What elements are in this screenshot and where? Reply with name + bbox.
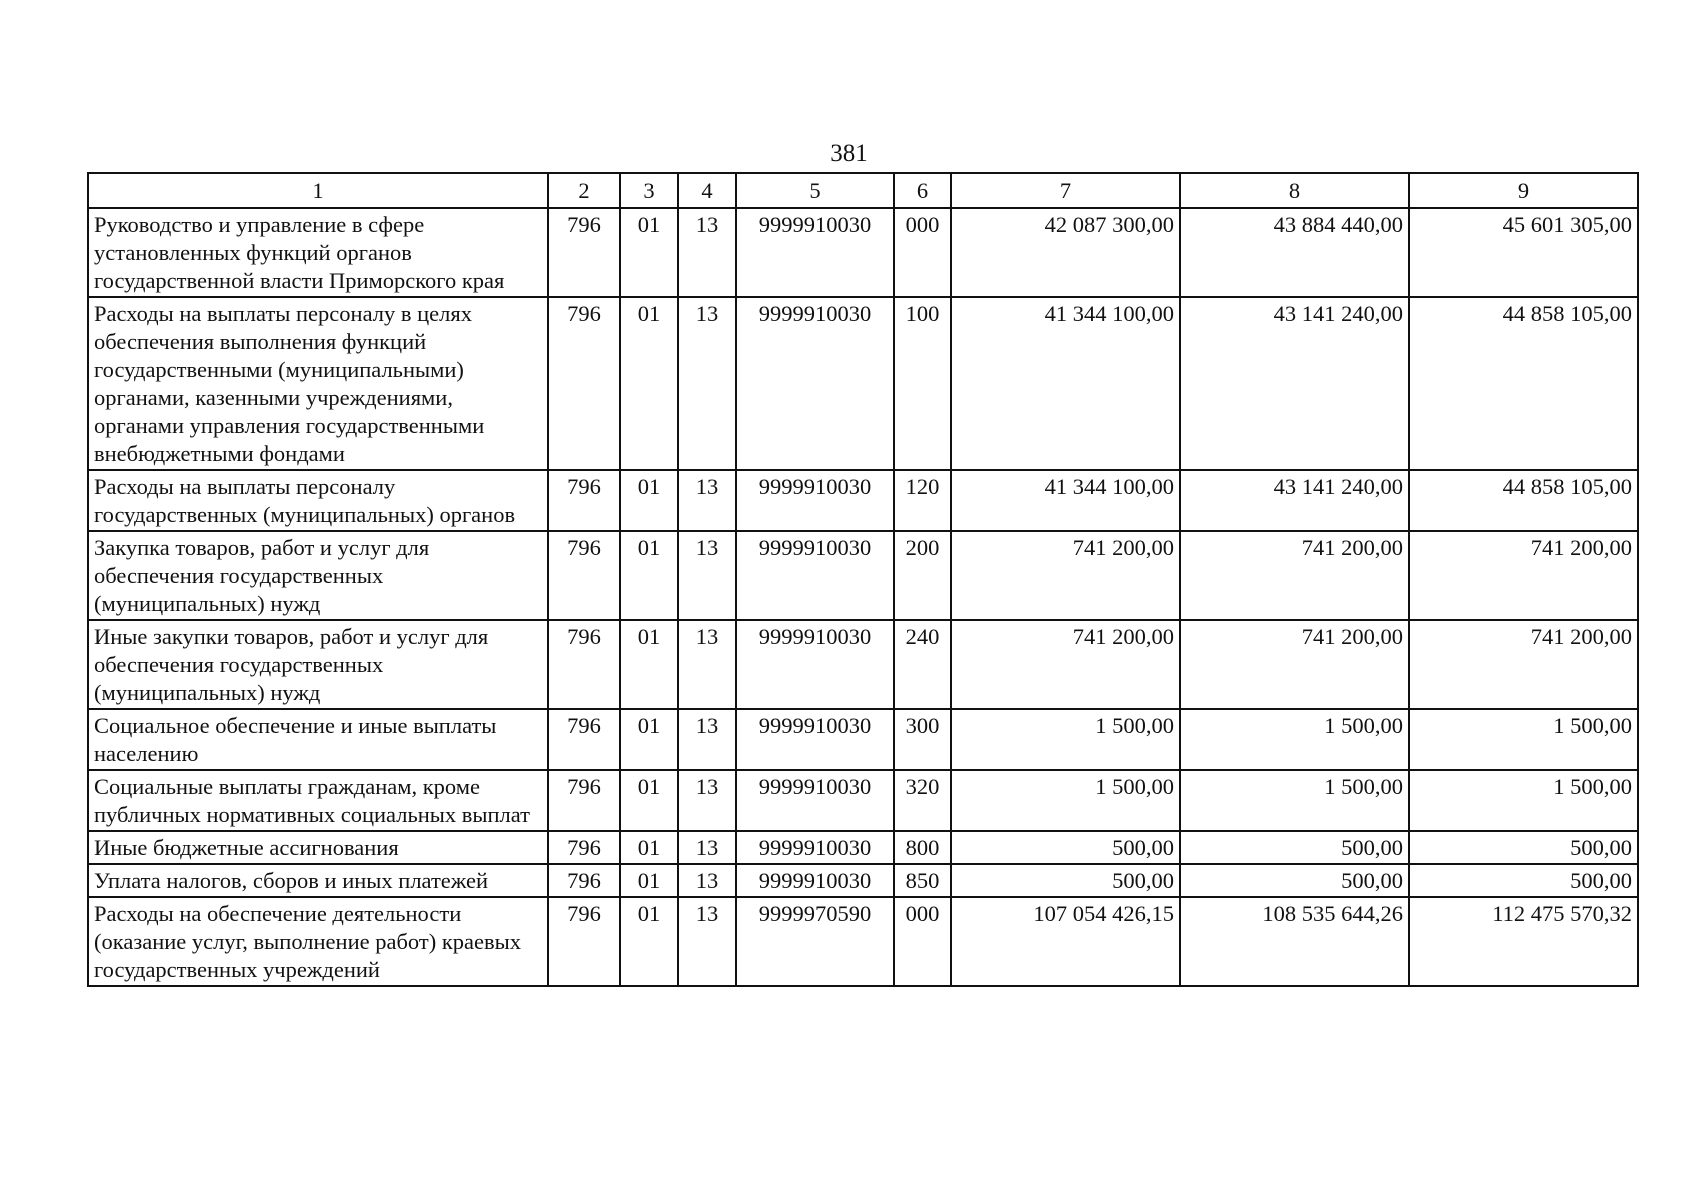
subsection-code-cell: 13 <box>678 620 736 709</box>
target-item-code-cell: 9999970590 <box>736 897 894 986</box>
amount-col-8-cell: 500,00 <box>1180 864 1409 897</box>
header-col-2: 2 <box>548 173 620 208</box>
row-name-cell: Руководство и управление в сфере установленных функций органов государственной власти Приморского края <box>88 208 548 297</box>
page-number: 381 <box>830 140 868 167</box>
target-item-code-cell: 9999910030 <box>736 470 894 531</box>
amount-col-8-cell: 741 200,00 <box>1180 620 1409 709</box>
expense-type-code-cell: 300 <box>894 709 951 770</box>
subsection-code-cell: 13 <box>678 297 736 470</box>
amount-col-9-cell: 741 200,00 <box>1409 620 1638 709</box>
amount-col-7-cell: 107 054 426,15 <box>951 897 1180 986</box>
table-row <box>88 208 1638 297</box>
expense-type-code-cell: 120 <box>894 470 951 531</box>
subsection-code-cell: 13 <box>678 709 736 770</box>
admin-code-cell: 796 <box>548 770 620 831</box>
subsection-code-cell: 13 <box>678 864 736 897</box>
amount-col-9-cell: 500,00 <box>1409 831 1638 864</box>
section-code-cell: 01 <box>620 831 678 864</box>
amount-col-7-cell: 1 500,00 <box>951 770 1180 831</box>
table-row <box>88 297 1638 470</box>
table-row <box>88 897 1638 986</box>
amount-col-9-cell: 500,00 <box>1409 864 1638 897</box>
section-code-cell: 01 <box>620 709 678 770</box>
table-row <box>88 709 1638 770</box>
amount-col-7-cell: 41 344 100,00 <box>951 470 1180 531</box>
header-col-3: 3 <box>620 173 678 208</box>
subsection-code-cell: 13 <box>678 531 736 620</box>
row-name-cell: Иные закупки товаров, работ и услуг для обеспечения государственных (муниципальных) нужд <box>88 620 548 709</box>
header-col-1: 1 <box>88 173 548 208</box>
section-code-cell: 01 <box>620 864 678 897</box>
subsection-code-cell: 13 <box>678 831 736 864</box>
target-item-code-cell: 9999910030 <box>736 531 894 620</box>
amount-col-8-cell: 43 884 440,00 <box>1180 208 1409 297</box>
row-name-cell: Расходы на выплаты персоналу в целях обеспечения выполнения функций государственными (муниципальными) органами, казенными учреждениями, органами управления государственными внебюджетными фондами <box>88 297 548 470</box>
row-name-cell: Уплата налогов, сборов и иных платежей <box>88 864 548 897</box>
target-item-code-cell: 9999910030 <box>736 831 894 864</box>
amount-col-7-cell: 500,00 <box>951 831 1180 864</box>
amount-col-8-cell: 43 141 240,00 <box>1180 297 1409 470</box>
amount-col-9-cell: 45 601 305,00 <box>1409 208 1638 297</box>
expense-type-code-cell: 850 <box>894 864 951 897</box>
admin-code-cell: 796 <box>548 709 620 770</box>
section-code-cell: 01 <box>620 297 678 470</box>
amount-col-8-cell: 1 500,00 <box>1180 709 1409 770</box>
section-code-cell: 01 <box>620 470 678 531</box>
table-row <box>88 531 1638 620</box>
subsection-code-cell: 13 <box>678 470 736 531</box>
table-row <box>88 770 1638 831</box>
section-code-cell: 01 <box>620 620 678 709</box>
amount-col-7-cell: 500,00 <box>951 864 1180 897</box>
subsection-code-cell: 13 <box>678 897 736 986</box>
amount-col-9-cell: 112 475 570,32 <box>1409 897 1638 986</box>
section-code-cell: 01 <box>620 897 678 986</box>
amount-col-7-cell: 1 500,00 <box>951 709 1180 770</box>
amount-col-8-cell: 1 500,00 <box>1180 770 1409 831</box>
table-row <box>88 864 1638 897</box>
target-item-code-cell: 9999910030 <box>736 770 894 831</box>
row-name-cell: Закупка товаров, работ и услуг для обеспечения государственных (муниципальных) нужд <box>88 531 548 620</box>
admin-code-cell: 796 <box>548 864 620 897</box>
target-item-code-cell: 9999910030 <box>736 620 894 709</box>
header-col-7: 7 <box>951 173 1180 208</box>
amount-col-8-cell: 108 535 644,26 <box>1180 897 1409 986</box>
section-code-cell: 01 <box>620 531 678 620</box>
section-code-cell: 01 <box>620 770 678 831</box>
expense-type-code-cell: 320 <box>894 770 951 831</box>
expense-type-code-cell: 000 <box>894 208 951 297</box>
amount-col-9-cell: 44 858 105,00 <box>1409 297 1638 470</box>
row-name-cell: Социальное обеспечение и иные выплаты населению <box>88 709 548 770</box>
amount-col-7-cell: 42 087 300,00 <box>951 208 1180 297</box>
subsection-code-cell: 13 <box>678 770 736 831</box>
section-code-cell: 01 <box>620 208 678 297</box>
target-item-code-cell: 9999910030 <box>736 297 894 470</box>
header-col-9: 9 <box>1409 173 1638 208</box>
table-row <box>88 620 1638 709</box>
amount-col-8-cell: 741 200,00 <box>1180 531 1409 620</box>
amount-col-8-cell: 43 141 240,00 <box>1180 470 1409 531</box>
admin-code-cell: 796 <box>548 531 620 620</box>
admin-code-cell: 796 <box>548 470 620 531</box>
amount-col-9-cell: 1 500,00 <box>1409 770 1638 831</box>
row-name-cell: Расходы на обеспечение деятельности (оказание услуг, выполнение работ) краевых государственных учреждений <box>88 897 548 986</box>
row-name-cell: Социальные выплаты гражданам, кроме публичных нормативных социальных выплат <box>88 770 548 831</box>
expense-type-code-cell: 100 <box>894 297 951 470</box>
budget-table <box>87 172 1639 987</box>
admin-code-cell: 796 <box>548 897 620 986</box>
amount-col-9-cell: 1 500,00 <box>1409 709 1638 770</box>
amount-col-9-cell: 741 200,00 <box>1409 531 1638 620</box>
target-item-code-cell: 9999910030 <box>736 208 894 297</box>
amount-col-9-cell: 44 858 105,00 <box>1409 470 1638 531</box>
amount-col-7-cell: 741 200,00 <box>951 531 1180 620</box>
admin-code-cell: 796 <box>548 208 620 297</box>
amount-col-7-cell: 41 344 100,00 <box>951 297 1180 470</box>
expense-type-code-cell: 200 <box>894 531 951 620</box>
admin-code-cell: 796 <box>548 297 620 470</box>
row-name-cell: Иные бюджетные ассигнования <box>88 831 548 864</box>
subsection-code-cell: 13 <box>678 208 736 297</box>
amount-col-8-cell: 500,00 <box>1180 831 1409 864</box>
target-item-code-cell: 9999910030 <box>736 864 894 897</box>
header-col-8: 8 <box>1180 173 1409 208</box>
expense-type-code-cell: 240 <box>894 620 951 709</box>
amount-col-7-cell: 741 200,00 <box>951 620 1180 709</box>
target-item-code-cell: 9999910030 <box>736 709 894 770</box>
row-name-cell: Расходы на выплаты персоналу государственных (муниципальных) органов <box>88 470 548 531</box>
header-col-5: 5 <box>736 173 894 208</box>
expense-type-code-cell: 000 <box>894 897 951 986</box>
header-row <box>88 173 1638 208</box>
table-row <box>88 831 1638 864</box>
expense-type-code-cell: 800 <box>894 831 951 864</box>
admin-code-cell: 796 <box>548 831 620 864</box>
admin-code-cell: 796 <box>548 620 620 709</box>
header-col-4: 4 <box>678 173 736 208</box>
header-col-6: 6 <box>894 173 951 208</box>
table-row <box>88 470 1638 531</box>
